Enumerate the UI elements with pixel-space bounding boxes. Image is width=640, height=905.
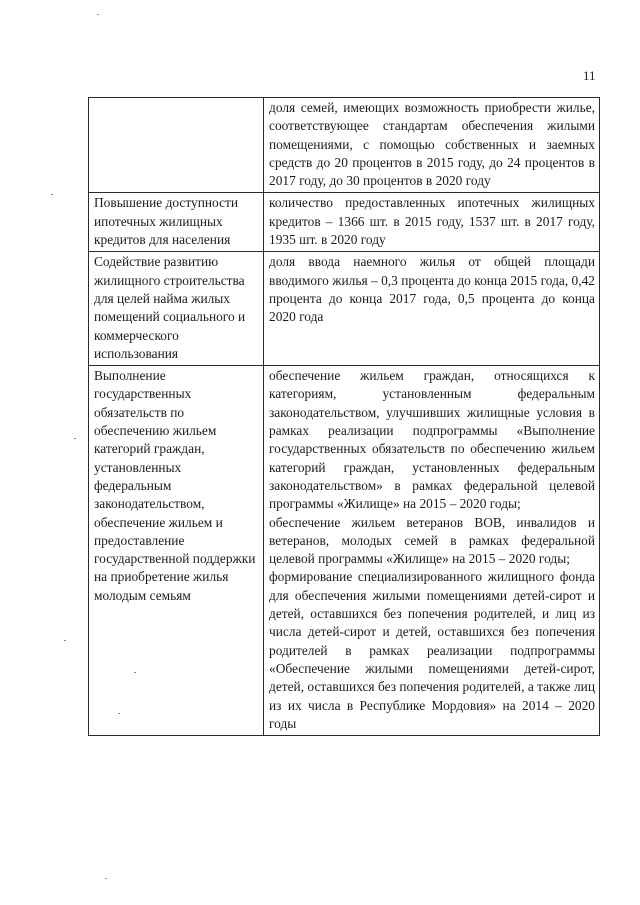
indicator-text: количество предоставленных ипотечных жилищных кредитов – 1366 шт. в 2015 году, 1537 шт. в 2017 году, 1935 шт. в 2020 году <box>269 195 595 248</box>
indicator-text: обеспечение жильем ветеранов ВОВ, инвалидов и ветеранов, молодых семей в рамках федеральной целевой программы «Жилище» на 2015 – 2020 годы; <box>269 514 595 567</box>
indicator-text: обеспечение жильем граждан, относящихся к категориям, установленным федеральным законодательством, улучшивших жилищные условия в рамках реализации подпрограммы «Выполнение государственных обязательств по обеспечению жильем категорий граждан, установленных федеральным законодательством» в рамках федеральной целевой программы «Жилище» на 2015 – 2020 годы; <box>269 368 595 512</box>
indicator-text: доля семей, имеющих возможность приобрести жилье, соответствующее стандартам обеспечения жилыми помещениями, с помощью собственных и заемных средств до 20 процентов в 2015 году, до 24 процентов в 2017 году, до 30 процентов в 2020 году <box>269 100 595 189</box>
indicator-text: доля ввода наемного жилья от общей площади вводимого жилья – 0,3 процента до конца 2015 года, 0,42 процента до конца 2017 года, 0,5 процента до конца 2020 года <box>269 254 595 325</box>
indicator-cell <box>264 366 600 736</box>
page-number: 11 <box>583 68 596 83</box>
indicator-cell <box>264 252 600 366</box>
goal-cell: Выполнение государственных обязательств по обеспечению жильем категорий граждан, установленных федеральным законодательством, обеспечение жильем и предоставление государственной поддержки на приобретение жилья молодым семьям <box>89 366 264 736</box>
indicator-text: формирование специализированного жилищного фонда для обеспечения жилыми помещениями детей-сирот и детей, оставшихся без попечения родителей, и лиц из числа детей-сирот и детей, оставшихся без попечения родителей в рамках реализации подпрограммы «Обеспечение жилыми помещениями детей-сирот, детей, оставшихся без попечения родителей, а также лиц из их числа в Республике Мордовия» на 2014 – 2020 годы <box>269 569 595 731</box>
scan-speck <box>64 640 66 641</box>
goals-indicators-table <box>88 97 600 736</box>
goal-cell: Содействие развитию жилищного строительства для целей найма жилых помещений социального и коммерческого использования <box>89 252 264 366</box>
indicator-cell <box>264 193 600 252</box>
scan-speck <box>105 878 107 879</box>
goal-cell: Повышение доступности ипотечных жилищных кредитов для населения <box>89 193 264 252</box>
scan-speck <box>118 713 120 714</box>
table-row <box>89 252 600 366</box>
goal-cell <box>89 98 264 193</box>
table-row <box>89 366 600 736</box>
scan-speck <box>51 194 53 195</box>
table-row <box>89 193 600 252</box>
scan-speck <box>97 14 99 15</box>
indicator-cell <box>264 98 600 193</box>
table-row <box>89 98 600 193</box>
scan-speck <box>134 672 136 673</box>
scan-speck <box>74 438 76 439</box>
